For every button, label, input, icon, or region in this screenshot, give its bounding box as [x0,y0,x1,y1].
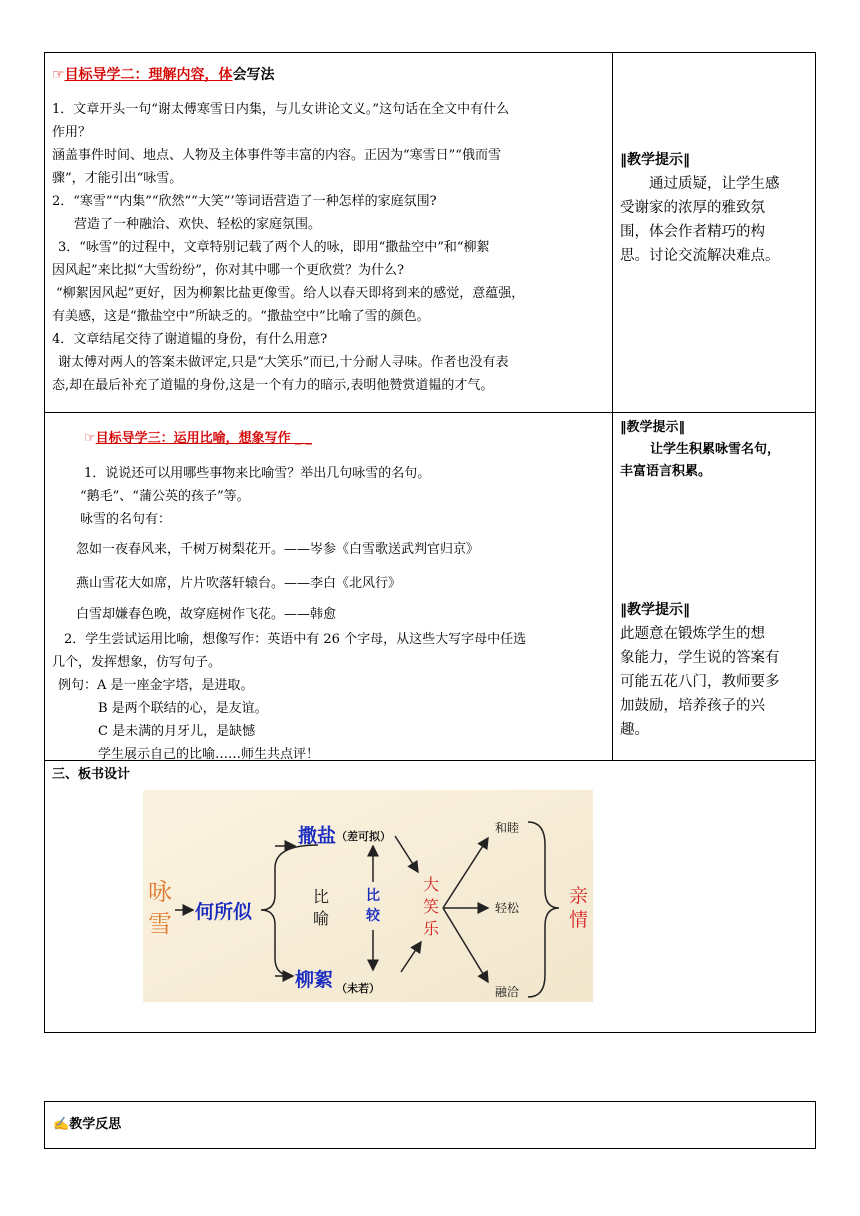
section3-title: ☞目标导学三：运用比喻，想象写作 _ _ [84,431,312,446]
example-end: 学生展示自己的比喻……师生共点评！ [98,747,320,762]
yongxue-char-1: 咏 [148,878,172,906]
liuxu: 柳絮 [295,969,334,991]
example-label: 例句：A 是一座金字塔，是进取。 [58,678,254,693]
chakeni: （差可拟） [336,830,391,843]
tip-line: 让学生积累咏雪名句， [650,442,781,457]
reflection-label [53,1116,121,1134]
q3-line1: 3．“咏雪”的过程中，文章特别记载了两个人的咏，即用“撒盐空中”和“柳絮 [58,240,490,255]
s3-q1: 1．说说还可以用哪些事物来比喻雪？举出几句咏雪的名句。 [84,466,431,481]
daxiaole-char-1: 大 [423,875,440,894]
pointer-icon: ☞ [84,431,96,446]
teaching-tip-3 [620,598,812,742]
teaching-tip-2 [620,417,812,483]
teaching-tip-1 [620,148,812,268]
a2: 营造了一种融洽、欢快、轻松的家庭氛围。 [74,217,322,232]
poem-2: 燕山雪花大如席，片片吹落轩辕台。——李白《北风行》 [76,576,402,591]
bijiao-char-1: 比 [366,888,380,904]
qingsong: 轻松 [495,901,520,915]
yongxue-char-2: 雪 [148,910,172,938]
tip-line: 象能力，学生说的答案有 [620,650,780,666]
tip-line: 通过质疑，让学生感 [649,176,780,192]
poems-label: 咏雪的名句有： [80,512,172,527]
section2-title-black: 会写法 [232,67,275,83]
section2-title [52,66,275,84]
hemu: 和睦 [495,821,520,835]
q1-line2: 作用？ [52,125,92,140]
tip-line: 思。讨论交流解决难点。 [620,248,780,264]
a4-line2: 态,却在最后补充了道韫的身份,这是一个有力的暗示,表明他赞赏道韫的才气。 [52,378,494,393]
example-b: B 是两个联结的心，是友谊。 [98,701,268,716]
example-c: C 是未满的月牙儿，是缺憾 [98,724,256,739]
q3-line2: 因风起”来比拟“大雪纷纷”，你对其中哪一个更欣赏？为什么? [52,263,404,278]
a4-line1: 谢太傅对两人的答案未做评定,只是“大笑乐”而已,十分耐人寻味。作者也没有表 [58,355,509,370]
reflection-box [44,1101,816,1149]
q1-line1: 1．文章开头一句“谢太傅寒雪日内集，与儿女讲论文义。”这句话在全文中有什么 [52,102,510,117]
q2: 2．“寒雪”“内集”“欣然”“大笑”’等词语营造了一种怎样的家庭氛围? [52,194,437,209]
pencil-icon: ✍ [53,1117,70,1132]
s3-q2-line2: 几个，发挥想象，仿写句子。 [52,655,222,670]
tip-line: 围，体会作者精巧的构 [620,224,765,240]
sayan: 撒盐 [298,825,337,847]
section2-title-red: 目标导学二：理解内容，体 [64,67,233,83]
s3-a1: “鹅毛”、“蒲公英的孩子”等。 [80,489,250,504]
s3-q2-line1: 2．学生尝试运用比喻，想像写作：英语中有 26 个字母，从这些大写字母中任选 [64,632,527,647]
biyu-char-2: 喻 [313,909,330,928]
rongqia: 融洽 [495,985,520,999]
tip-line: 趣。 [620,722,649,738]
section3-title-red: 目标导学三：运用比喻，想象写作 [95,431,291,446]
poem-3: 白雪却嫌春色晚，故穿庭树作飞花。——韩愈 [76,607,337,622]
board-diagram [143,790,593,1002]
tip-line: 可能五花八门，教师要多 [620,674,780,690]
daxiaole-char-2: 笑 [423,897,440,916]
a1-line1: 涵盖事件时间、地点、人物及主体事件等丰富的内容。正因为“寒雪日”“俄而雪 [52,148,501,163]
biyu-char-1: 比 [313,887,330,906]
a1-line2: 骤”，才能引出“咏雪。 [52,171,183,186]
tip-title: ‖教学提示‖ [620,152,690,168]
tip-line: 加鼓励，培养孩子的兴 [620,698,765,714]
poem-1: 忽如一夜春风来，千树万树梨花开。——岑参《白雪歌送武判官归京》 [76,542,480,557]
board-title: 三、板书设计 [52,767,131,782]
qinqing-char-1: 亲 [569,885,589,907]
bijiao-char-2: 较 [366,908,380,924]
a3-line1: “柳絮因风起”更好，因为柳絮比盐更像雪。给人以春天即将到来的感觉，意蕴强， [56,286,525,301]
qinqing-char-2: 情 [569,909,589,931]
a3-line2: 有美感，这是“撒盐空中”所缺乏的。“撒盐空中”比喻了雪的颜色。 [52,309,430,324]
tip-line: 丰富语言积累。 [620,464,712,479]
tip-title: ‖教学提示‖ [620,420,686,435]
tip-line: 此题意在锻炼学生的想 [620,626,765,642]
q4: 4．文章结尾交待了谢道韫的身份，有什么用意? [52,332,328,347]
weiruo: （未若） [336,982,380,995]
daxiaole-char-3: 乐 [423,919,440,938]
pointer-icon: ☞ [52,67,65,83]
reflection-text: 教学反思 [69,1117,122,1132]
tip-title: ‖教学提示‖ [620,602,690,618]
hesuosi: 何所似 [195,901,253,923]
tip-line: 受谢家的浓厚的雅致氛 [620,200,765,216]
column-divider [612,52,613,760]
row-divider-1 [44,412,816,413]
